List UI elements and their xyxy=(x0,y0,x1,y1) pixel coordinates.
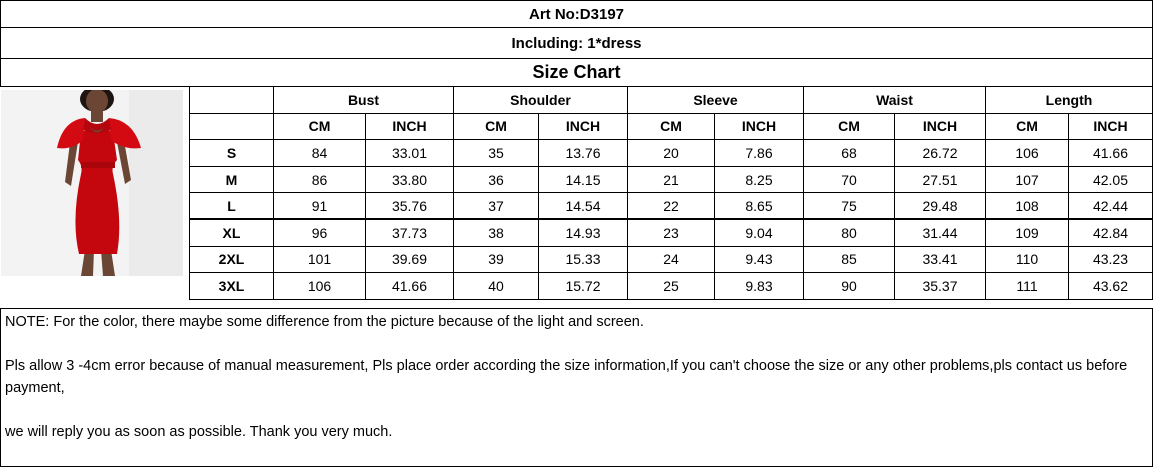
group-header-shoulder: Shoulder xyxy=(454,87,628,114)
unit-header-inch: INCH xyxy=(895,113,986,140)
art-number: Art No:D3197 xyxy=(0,0,1153,28)
size-label: M xyxy=(190,166,274,193)
table-cell: 101 xyxy=(274,246,366,273)
table-cell: 8.65 xyxy=(715,193,804,220)
table-cell: 42.84 xyxy=(1069,219,1153,246)
table-cell: 33.01 xyxy=(366,140,454,167)
table-cell: 36 xyxy=(454,166,539,193)
table-cell: 70 xyxy=(804,166,895,193)
unit-header-cm: CM xyxy=(454,113,539,140)
table-cell: 21 xyxy=(628,166,715,193)
unit-header-inch: INCH xyxy=(366,113,454,140)
table-cell: 85 xyxy=(804,246,895,273)
group-header-row xyxy=(190,87,1153,114)
table-cell: 106 xyxy=(986,140,1069,167)
notes-section xyxy=(0,308,1153,467)
table-cell: 90 xyxy=(804,273,895,300)
corner-cell xyxy=(190,113,274,140)
table-cell: 107 xyxy=(986,166,1069,193)
table-cell: 43.23 xyxy=(1069,246,1153,273)
table-cell: 109 xyxy=(986,219,1069,246)
group-header-sleeve: Sleeve xyxy=(628,87,804,114)
table-cell: 31.44 xyxy=(895,219,986,246)
unit-header-cm: CM xyxy=(986,113,1069,140)
table-cell: 35 xyxy=(454,140,539,167)
table-cell: 33.41 xyxy=(895,246,986,273)
table-cell: 111 xyxy=(986,273,1069,300)
table-cell: 106 xyxy=(274,273,366,300)
size-label: S xyxy=(190,140,274,167)
table-cell: 39 xyxy=(454,246,539,273)
table-cell: 20 xyxy=(628,140,715,167)
table-cell: 37.73 xyxy=(366,219,454,246)
table-cell: 33.80 xyxy=(366,166,454,193)
table-cell: 23 xyxy=(628,219,715,246)
including-line: Including: 1*dress xyxy=(0,27,1153,59)
table-cell: 27.51 xyxy=(895,166,986,193)
table-cell: 13.76 xyxy=(539,140,628,167)
table-cell: 75 xyxy=(804,193,895,220)
table-row xyxy=(190,140,1153,167)
table-row xyxy=(190,166,1153,193)
table-cell: 42.05 xyxy=(1069,166,1153,193)
table-cell: 14.15 xyxy=(539,166,628,193)
unit-header-cm: CM xyxy=(628,113,715,140)
size-label: 3XL xyxy=(190,273,274,300)
unit-header-row xyxy=(190,113,1153,140)
table-cell: 7.86 xyxy=(715,140,804,167)
table-cell: 41.66 xyxy=(366,273,454,300)
table-cell: 14.93 xyxy=(539,219,628,246)
table-cell: 22 xyxy=(628,193,715,220)
product-photo xyxy=(1,90,183,276)
dress-model-image xyxy=(1,90,183,276)
group-header-waist: Waist xyxy=(804,87,986,114)
table-cell: 29.48 xyxy=(895,193,986,220)
table-row xyxy=(190,273,1153,300)
size-label: XL xyxy=(190,219,274,246)
table-cell: 35.76 xyxy=(366,193,454,220)
corner-cell xyxy=(190,87,274,114)
table-cell: 96 xyxy=(274,219,366,246)
table-cell: 91 xyxy=(274,193,366,220)
table-cell: 37 xyxy=(454,193,539,220)
table-row xyxy=(190,219,1153,246)
table-cell: 38 xyxy=(454,219,539,246)
table-cell: 86 xyxy=(274,166,366,193)
group-header-length: Length xyxy=(986,87,1153,114)
table-cell: 108 xyxy=(986,193,1069,220)
table-cell: 14.54 xyxy=(539,193,628,220)
size-table-body xyxy=(190,87,1153,300)
table-cell: 9.83 xyxy=(715,273,804,300)
unit-header-inch: INCH xyxy=(715,113,804,140)
table-cell: 42.44 xyxy=(1069,193,1153,220)
table-cell: 15.33 xyxy=(539,246,628,273)
table-cell: 39.69 xyxy=(366,246,454,273)
note-measurement: Pls allow 3 -4cm error because of manual measurement, Pls place order according the size information,If you can't choose the size or any other problems,pls contact us before payment, xyxy=(5,358,1128,396)
table-cell: 24 xyxy=(628,246,715,273)
table-cell: 110 xyxy=(986,246,1069,273)
table-cell: 43.62 xyxy=(1069,273,1153,300)
size-label: L xyxy=(190,193,274,220)
unit-header-cm: CM xyxy=(274,113,366,140)
table-row xyxy=(190,193,1153,220)
table-row xyxy=(190,246,1153,273)
table-cell: 68 xyxy=(804,140,895,167)
table-cell: 26.72 xyxy=(895,140,986,167)
unit-header-inch: INCH xyxy=(1069,113,1153,140)
table-cell: 8.25 xyxy=(715,166,804,193)
table-cell: 80 xyxy=(804,219,895,246)
table-cell: 41.66 xyxy=(1069,140,1153,167)
group-header-bust: Bust xyxy=(274,87,454,114)
size-table xyxy=(189,86,1153,300)
table-cell: 40 xyxy=(454,273,539,300)
size-chart-title: Size Chart xyxy=(0,58,1153,87)
table-cell: 25 xyxy=(628,273,715,300)
note-reply: we will reply you as soon as possible. Thank you very much. xyxy=(5,424,393,440)
table-cell: 84 xyxy=(274,140,366,167)
unit-header-inch: INCH xyxy=(539,113,628,140)
table-cell: 9.43 xyxy=(715,246,804,273)
table-cell: 15.72 xyxy=(539,273,628,300)
unit-header-cm: CM xyxy=(804,113,895,140)
note-color: NOTE: For the color, there maybe some difference from the picture because of the light and screen. xyxy=(5,314,644,330)
table-cell: 35.37 xyxy=(895,273,986,300)
table-cell: 9.04 xyxy=(715,219,804,246)
size-label: 2XL xyxy=(190,246,274,273)
